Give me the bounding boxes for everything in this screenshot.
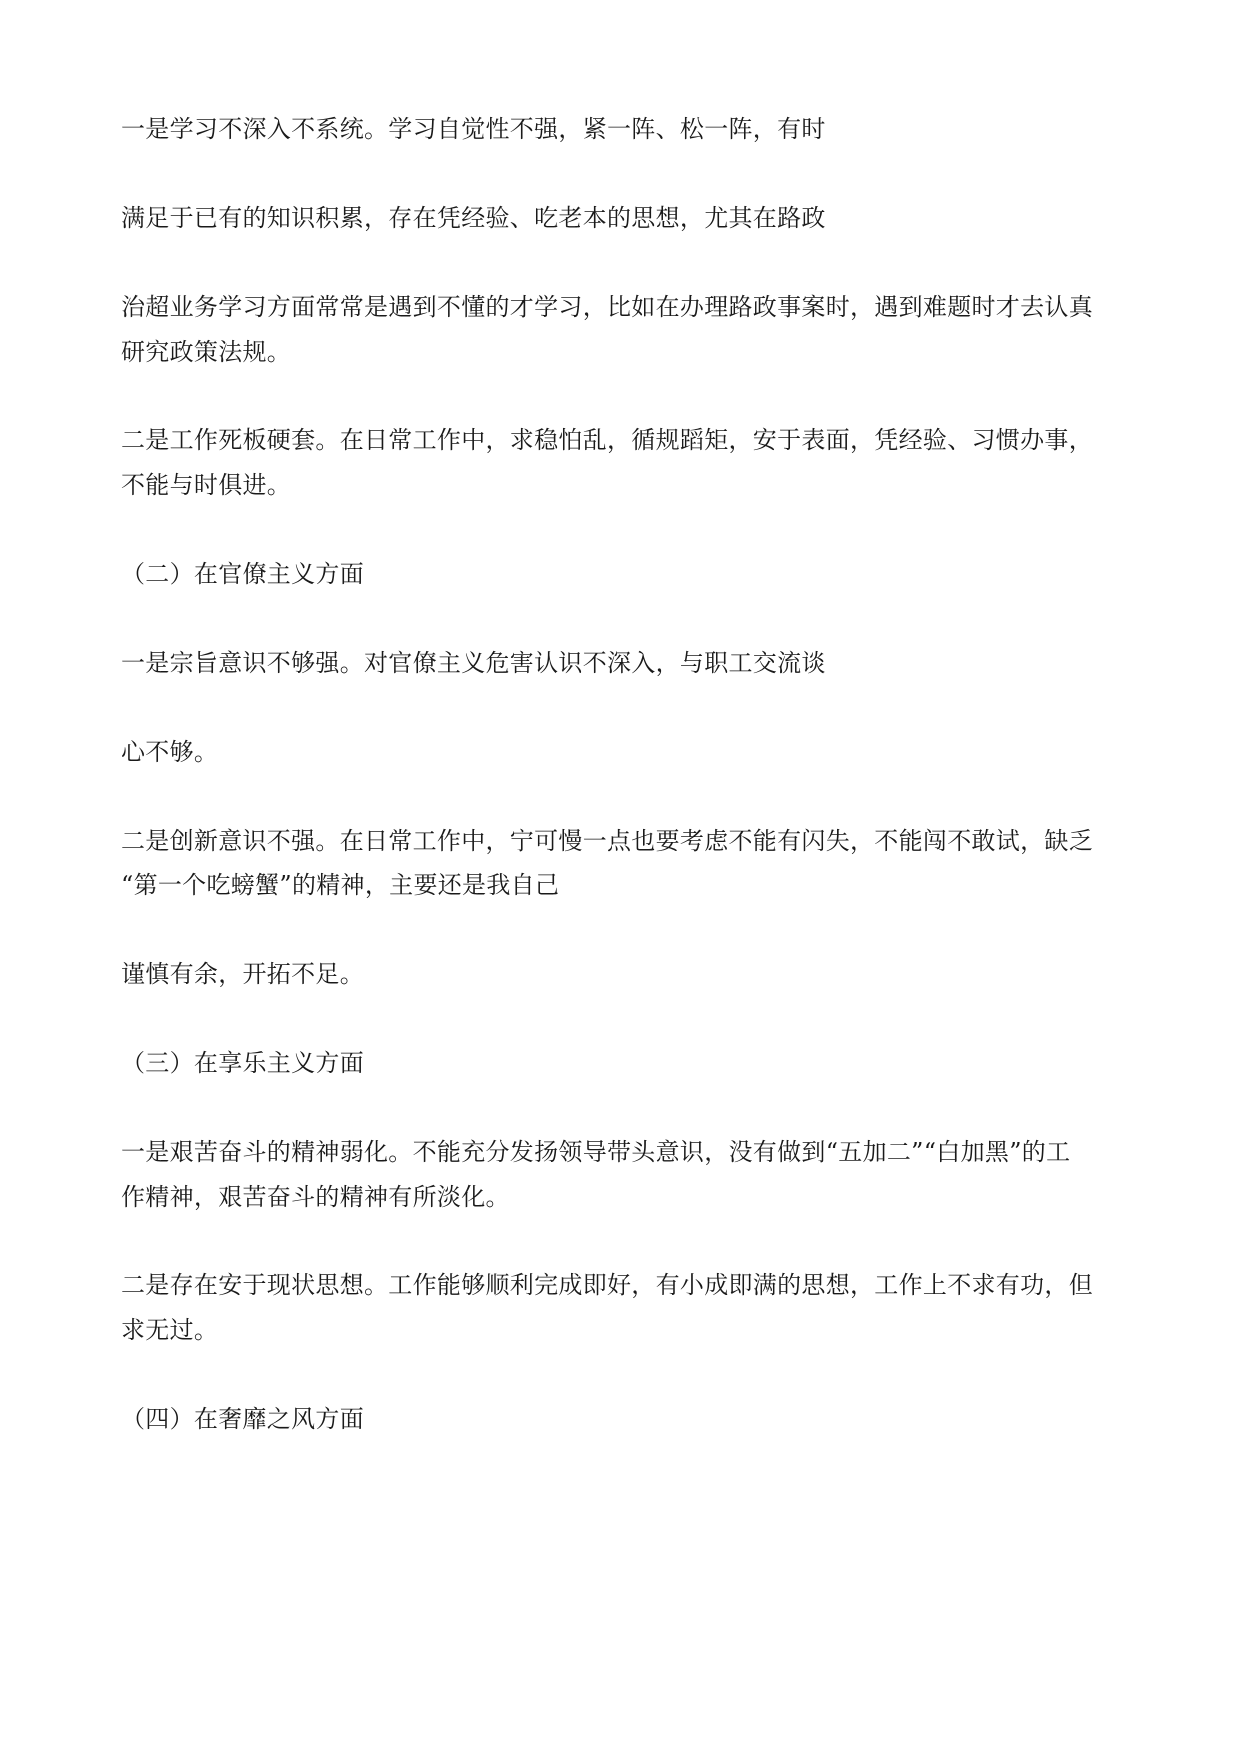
paragraph-line: 不能与时俱进。 bbox=[121, 471, 292, 499]
paragraph-line: 治超业务学习方面常常是遇到不懂的才学习，比如在办理路政事案时，遇到难题时才去认真 bbox=[121, 293, 1093, 321]
paragraph-line: 满足于已有的知识积累，存在凭经验、吃老本的思想，尤其在路政 bbox=[121, 204, 826, 232]
paragraph-line: 二是工作死板硬套。在日常工作中，求稳怕乱，循规蹈矩，安于表面，凭经验、习惯办事， bbox=[121, 426, 1093, 454]
paragraph-line: “第一个吃螃蟹”的精神，主要还是我自己 bbox=[121, 871, 560, 899]
paragraph-line: 一是宗旨意识不够强。对官僚主义危害认识不深入，与职工交流谈 bbox=[121, 649, 826, 677]
paragraph-line: 二是创新意识不强。在日常工作中，宁可慢一点也要考虑不能有闪失，不能闯不敢试，缺乏 bbox=[121, 827, 1093, 855]
paragraph-line: 一是艰苦奋斗的精神弱化。不能充分发扬领导带头意识，没有做到“五加二”“白加黑”的工 bbox=[121, 1138, 1071, 1166]
section-heading: （三）在享乐主义方面 bbox=[121, 1049, 364, 1077]
paragraph-line: 求无过。 bbox=[121, 1316, 219, 1344]
section-heading: （二）在官僚主义方面 bbox=[121, 560, 364, 588]
paragraph-line: 二是存在安于现状思想。工作能够顺利完成即好，有小成即满的思想，工作上不求有功，但 bbox=[121, 1271, 1093, 1299]
paragraph-line: 一是学习不深入不系统。学习自觉性不强，紧一阵、松一阵，有时 bbox=[121, 115, 826, 143]
paragraph-line: 作精神，艰苦奋斗的精神有所淡化。 bbox=[121, 1183, 510, 1211]
paragraph-line: 心不够。 bbox=[121, 738, 219, 766]
section-heading: （四）在奢靡之风方面 bbox=[121, 1405, 364, 1433]
paragraph-line: 谨慎有余，开拓不足。 bbox=[121, 960, 364, 988]
paragraph-line: 研究政策法规。 bbox=[121, 338, 292, 366]
